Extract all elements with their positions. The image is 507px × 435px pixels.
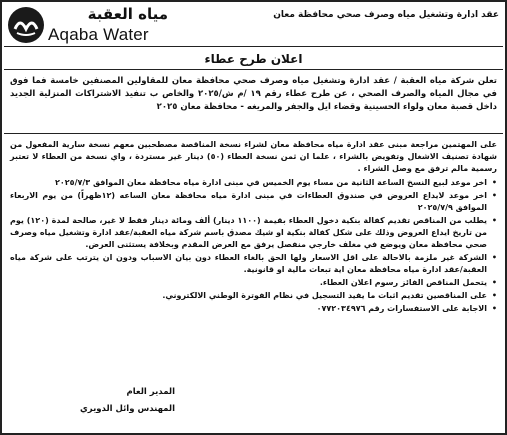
- list-item: • الشركة غير ملزمة بالاحالة على اقل الاسعار ولها الحق بالغاء العطاء دون بيان الاسباب ودون ان يترتب على شركة مياه العقبة/عقد ادارة مياه محافظة معان اية تبعات مالية او قانونية.: [10, 252, 487, 276]
- list-item: • يتحمل المناقص الفائز رسوم اعلان العطاء.: [10, 277, 487, 289]
- brand-arabic: مياه العقبة: [87, 5, 168, 23]
- intro-text: تعلن شركة مياه العقبة / عقد ادارة وتشغيل مياه وصرف صحي محافظة معان للمقاولين المصنفين خامسة فما فوق في مجال المياه والصرف الصحي ، عن طرح عطاء رقم ١٩ /م ش/٢٠٢٥ والخاص ب تنفيذ الاشتراكات المنزلية الجديد داخل قصبة معان ولواء الحسينية وقضاء ايل والجفر والمريغه - محافظة معان ٢٠٢٥: [10, 76, 497, 112]
- list-item: • اخر موعد لايداع العروض في صندوق العطاءات في مبنى ادارة مياه محافظة معان الساعه (١٢ظهراً) من يوم الاربعاء الموافق ٢٠٢٥/٧/٩: [10, 190, 487, 214]
- list-item: • على المناقصين تقديم اثبات ما يفيد التسجيل في نظام الفوترة الوطني الالكتروني.: [10, 290, 487, 302]
- divider: [4, 133, 503, 134]
- list-item: • الاجابة على الاستفسارات رقم ٠٧٧٢٠٣٤٩٧٦: [10, 303, 487, 315]
- list-item: • يطلب من المناقص تقديم كفالة بنكية دخول العطاء بقيمة (١١٠٠ دينار) ألف ومائة دينار فقط لا غير، صالحة لمدة (١٢٠) يوم من تاريخ ايداع العروض وذلك على شكل كفالة بنكية او شيك مصدق باسم شركة مياه العقبة/عقد ادارة وتشغيل مياه وصرف صحي محافظة معان ويوضع في مغلف خارجي منفصل يرفق مع العرض المقدم وبخلافة يستثنى العرض.: [10, 215, 487, 251]
- page-title: اعلان طرح عطاء: [204, 52, 303, 66]
- signature-block: [80, 384, 175, 418]
- signature-name: المهندس وائل الدويري: [80, 404, 175, 414]
- divider: [4, 69, 503, 70]
- conditions-list: [10, 177, 497, 315]
- body-section: [10, 139, 497, 316]
- aqaba-water-logo: [8, 5, 178, 45]
- divider: [4, 46, 503, 47]
- signature-role: المدير العام: [126, 387, 175, 397]
- brand-english: Aqaba Water: [48, 25, 149, 44]
- instructions-paragraph: على المهتمين مراجعة مبنى عقد ادارة مياه محافظة معان لشراء نسخة المناقصة مصطحبين معهم نسخة سارية المفعول من شهادة تصنيف الاشغال وتفويض بالشراء ، علما ان ثمن نسخة العطاء (٥٠) دينار غير مستردة ، واي نسخة من العطاء لا تعتبر رسمية مالم ترفق مع وصل الشراء .: [10, 140, 497, 173]
- header: [2, 2, 505, 46]
- contract-line: عقد ادارة وتشغيل مياه وصرف صحي محافظة معان: [273, 10, 499, 20]
- list-item: • اخر موعد لبيع النسخ الساعة الثانية من مساء يوم الخميس في مبنى ادارة مياه محافظة معان الموافق ٢٠٢٥/٧/٣: [10, 177, 487, 189]
- water-drop-icon: [8, 7, 44, 43]
